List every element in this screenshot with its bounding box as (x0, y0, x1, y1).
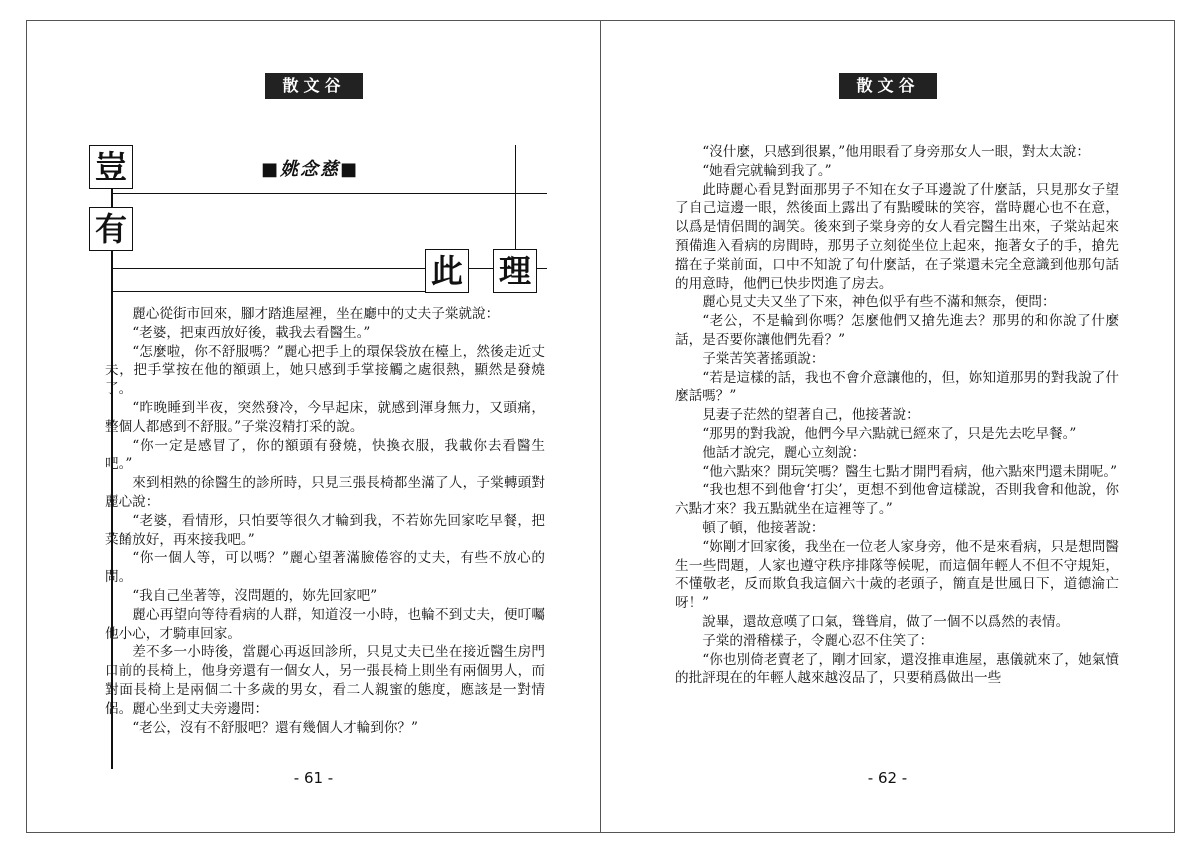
paragraph: “妳剛才回家後，我坐在一位老人家身旁，他不是來看病，只是想問醫生一些問題，人家也遵守秩序排隊等候呢，而這個年輕人不但不守規矩，不懂敬老，反而欺負我這個六十歲的老頭子，簡直是世風日下，道德淪亡呀！” (675, 538, 1119, 612)
page-number: - 61 - (293, 769, 334, 787)
title-char-1: 豈 (89, 145, 133, 189)
left-page (26, 20, 601, 833)
paragraph: “老公，沒有不舒服吧？還有幾個人才輪到你？” (132, 719, 418, 736)
paragraph: “你也別倚老賣老了，剛才回家，還沒推車進屋，惠儀就來了，她氣憤的批評現在的年輕人越來越沒品了，只要稍爲做出一些 (675, 651, 1119, 687)
paragraph: 他話才說完，麗心立刻說： (702, 444, 866, 461)
paragraph: “沒什麼，只感到很累，”他用眼看了身旁那女人一眼，對太太說： (702, 144, 1090, 160)
paragraph: 子棠的滑稽樣子，令麗心忍不住笑了： (702, 632, 934, 649)
book-header: 散文谷 (265, 73, 363, 99)
paragraph: “她看完就輪到我了。” (702, 162, 832, 179)
paragraph: 麗心見丈夫又坐了下來，神色似乎有些不滿和無奈，便問： (702, 294, 1056, 311)
title-char-2: 有 (89, 207, 133, 251)
paragraph: 此時麗心看見對面那男子不知在女子耳邊說了什麼話，只見那女子望了自己這邊一眼，然後面上露出了有點曖昧的笑容，當時麗心也不在意，以爲是情侶間的調笑。後來到子棠身旁的女人看完醫生出來，子棠站起來預備進入看病的房間時，那男子立刻從坐位上起來，拖著女子的手，搶先擋在子棠前面，口中不知說了句什麼話，在子棠還未完全意識到他那句話的用意時，他們已快步閃進了房去。 (675, 181, 1119, 292)
paragraph: 子棠苦笑著搖頭說： (702, 350, 825, 367)
paragraph: “老婆，把東西放好後，載我去看醫生。” (132, 324, 371, 341)
page-number: - 62 - (867, 769, 908, 787)
paragraph: 頓了頓，他接著說： (702, 519, 825, 536)
title-char-4: 理 (493, 249, 537, 293)
paragraph: 見妻子茫然的望著自己，他接著說： (702, 407, 920, 424)
paragraph: “我也想不到他會‘打尖’，更想不到他會這樣說，否則我會和他說，你六點才來？我五點就坐在這裡等了。” (675, 482, 1119, 518)
paragraph: 差不多一小時後，當麗心再返回診所，只見丈夫已坐在接近醫生房門口前的長椅上，他身旁還有一個女人，另一張長椅上則坐有兩個男人，而對面長椅上是兩個二十多歲的男女，看二人親蜜的態度，應該是一對情侶。麗心坐到丈夫旁邊問： (105, 644, 545, 717)
paragraph: 麗心再望向等待看病的人群，知道沒一小時，也輪不到丈夫，便叮囑他小心，才騎車回家。 (105, 606, 545, 642)
title-char-3: 此 (425, 249, 469, 293)
paragraph: 麗心從街市回來，腳才踏進屋裡，坐在廳中的丈夫子棠就說： (132, 306, 500, 322)
paragraph: 說畢，還故意嘆了口氣，聳聳肩，做了一個不以爲然的表情。 (702, 613, 1070, 630)
paragraph: “你一定是感冒了，你的額頭有發燒，快換衣服，我載你去看醫生吧。” (105, 437, 545, 473)
paragraph: “他六點來？開玩笑嗎？醫生七點才開門看病，他六點來門還未開呢。” (702, 463, 1118, 480)
paragraph: “怎麼啦，你不舒服嗎？”麗心把手上的環保袋放在檯上，然後走近丈夫，把手掌按在他的額頭上，她只感到手掌接觸之處很熱，顯然是發燒了。 (105, 343, 545, 398)
left-body-text (105, 305, 545, 737)
paragraph: “那男的對我說，他們今早六點就已經來了，只是先去吃早餐。” (702, 425, 1077, 442)
paragraph: “老公，不是輪到你嗎？怎麼他們又搶先進去？那男的和你說了什麼話，是否要你讓他們先看？” (675, 313, 1119, 348)
right-body-text (675, 143, 1119, 688)
title-frame-line (111, 193, 547, 194)
paragraph: “昨晚睡到半夜，突然發冷，今早起床，就感到渾身無力，又頭痛，整個人都感到不舒服。”子棠沒精打采的說。 (105, 399, 545, 435)
author-name: ■姚念慈■ (261, 159, 360, 180)
paragraph: “老婆，看情形，只怕要等很久才輪到我，不若妳先回家吃早餐，把菜餚放好，再來接我吧。” (105, 512, 545, 548)
paragraph: “我自己坐著等，沒問題的，妳先回家吧” (132, 587, 378, 604)
title-frame-line (111, 291, 426, 292)
book-header: 散文谷 (839, 73, 937, 99)
right-page (600, 20, 1175, 833)
paragraph: 來到相熟的徐醫生的診所時，只見三張長椅都坐滿了人，子棠轉頭對麗心說： (105, 475, 545, 510)
paragraph: “你一個人等，可以嗎？”麗心望著滿臉倦容的丈夫，有些不放心的問。 (105, 550, 545, 586)
title-frame-line (111, 268, 547, 269)
paragraph: “若是這樣的話，我也不會介意讓他的，但，妳知道那男的對我說了什麼話嗎？” (675, 369, 1119, 405)
